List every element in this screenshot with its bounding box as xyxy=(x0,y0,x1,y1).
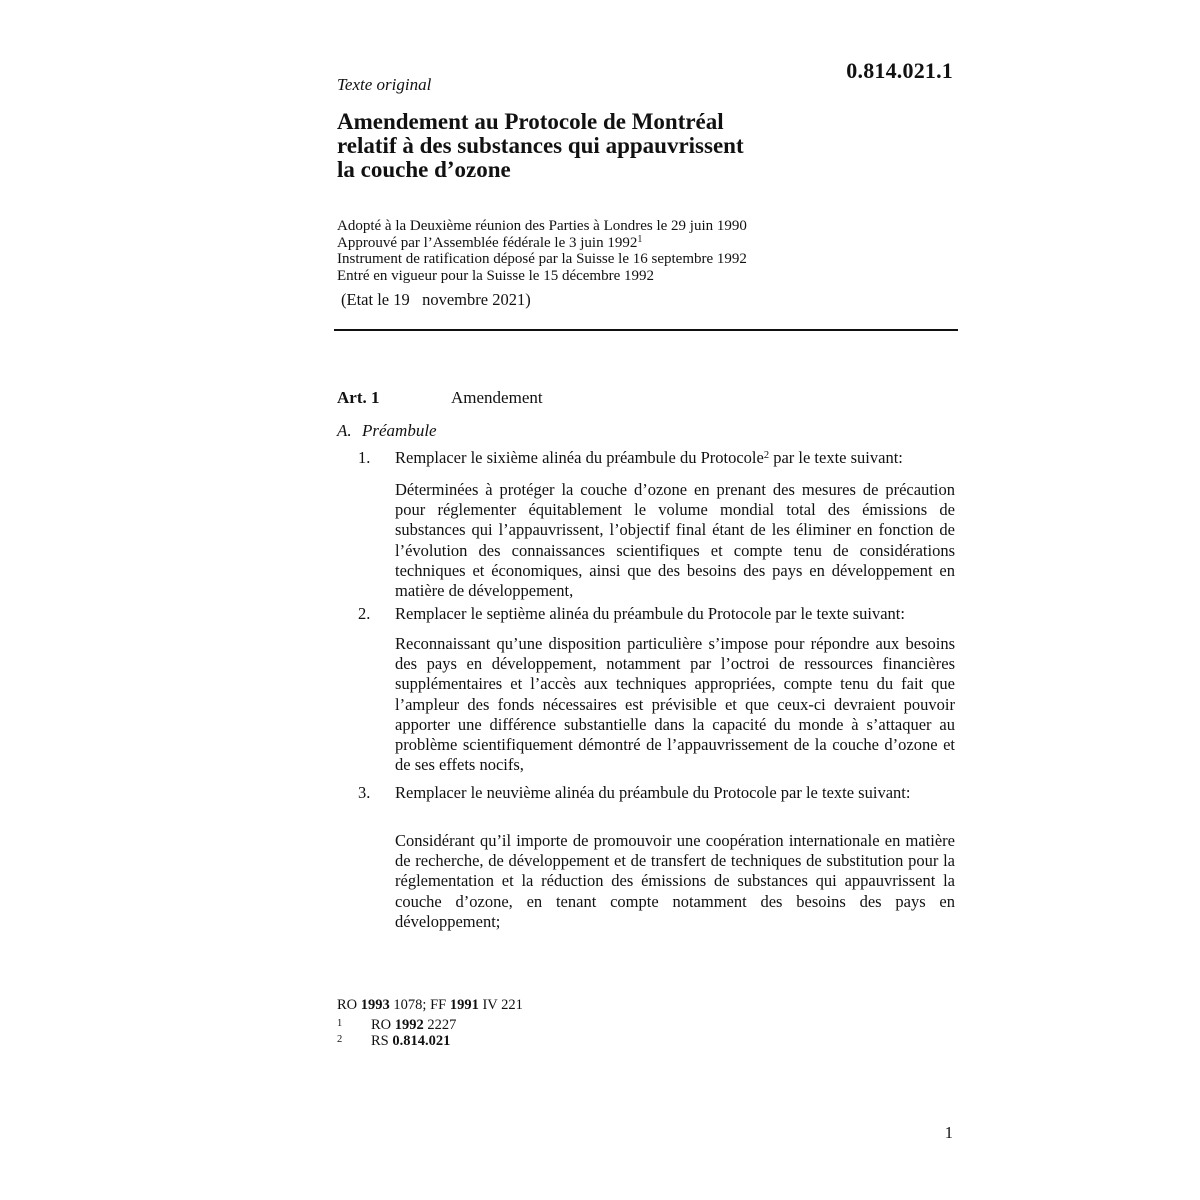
title-line: Amendement au Protocole de Montréal xyxy=(337,109,724,134)
ratification-date: Instrument de ratification déposé par la Suisse le 16 septembre 1992 xyxy=(337,251,747,267)
item-number: 2. xyxy=(358,604,371,623)
ro-label: RO xyxy=(337,997,358,1013)
source-footnote xyxy=(337,997,523,1014)
title-line: relatif à des substances qui appauvrissent xyxy=(337,133,744,158)
texte-original-label: Texte original xyxy=(337,75,432,94)
item-number: 3. xyxy=(358,783,371,802)
page-number: 1 xyxy=(944,1123,953,1142)
instruction-text: par le texte suivant: xyxy=(769,448,903,467)
header-divider xyxy=(334,329,958,331)
article-number: Art. 1 xyxy=(337,388,380,407)
footnote-1 xyxy=(371,1017,456,1034)
section-letter: A. xyxy=(337,421,352,440)
etat-date: (Etat le 19 novembre 2021) xyxy=(341,290,531,309)
item-instruction: Remplacer le neuvième alinéa du préambule du Protocole par le texte suivant: xyxy=(395,783,911,802)
footnote-bold: 0.814.021 xyxy=(392,1033,451,1049)
item-number: 1. xyxy=(358,448,371,467)
in-force-date: Entré en vigueur pour la Suisse le 15 décembre 1992 xyxy=(337,267,654,284)
section-title: Préambule xyxy=(362,421,437,440)
footnote-2 xyxy=(371,1033,450,1050)
ff-ref: IV 221 xyxy=(482,997,523,1013)
approved-date: Approuvé par l’Assemblée fédérale le 3 juin 1992 xyxy=(337,234,638,251)
title-line: la couche d’ozone xyxy=(337,157,511,182)
item-instruction: Remplacer le septième alinéa du préambule du Protocole par le texte suivant: xyxy=(395,604,905,623)
ff-year: 1991 xyxy=(449,997,479,1013)
footnote-mark: 1 xyxy=(337,1018,343,1029)
ff-label: FF xyxy=(430,997,447,1013)
instruction-text: Remplacer le sixième alinéa du préambule du Protocole xyxy=(395,448,764,467)
approved-line xyxy=(337,235,747,252)
ro-page: 1078; xyxy=(393,997,427,1013)
footnote-rest: 2227 xyxy=(427,1017,457,1033)
footnote-ref-1[interactable]: 1 xyxy=(637,233,643,245)
document-title xyxy=(337,110,797,182)
section-heading xyxy=(337,421,437,441)
adopted-date: Adopté à la Deuxième réunion des Parties à Londres le 29 juin 1990 xyxy=(337,218,747,234)
adoption-dates xyxy=(337,218,747,284)
sr-number: 0.814.021.1 xyxy=(846,58,953,83)
ro-year: 1993 xyxy=(360,997,390,1013)
item-instruction xyxy=(395,448,955,468)
item-text: Reconnaissant qu’une disposition particulière s’impose pour répondre aux besoins des pays en développement, notamment par l’octroi de ressources financières supplémentaires et l’accès aux techniques appropriées, compte tenu du fait que l’ampleur des fonds nécessaires est prévisible et que ceux-ci devraient pouvoir apporter une différence substantielle dans la capacité du monde à s’attaquer au problème scientifiquement démontré de l’appauvrissement de la couche d’ozone et de ses effets nocifs, xyxy=(395,634,955,775)
footnote-label: RS xyxy=(371,1033,389,1049)
article-title: Amendement xyxy=(451,388,543,407)
footnote-bold: 1992 xyxy=(394,1017,424,1033)
footnote-label: RO xyxy=(371,1017,392,1033)
footnote-ref-2[interactable]: 2 xyxy=(763,450,770,461)
footnote-mark: 2 xyxy=(337,1034,343,1045)
item-text: Considérant qu’il importe de promouvoir une coopération internationale en matière de recherche, de développement et de transfert de techniques de substitution pour la réglementation et la réduction des émissions de substances qui appauvrissent la couche d’ozone, en tenant compte notamment des besoins des pays en développement; xyxy=(395,831,955,931)
item-text: Déterminées à protéger la couche d’ozone en prenant des mesures de précaution pour réglementer équitablement le volume mondial total des émissions de substances qui l’appauvrissent, l’objectif final étant de les éliminer en fonction de l’évolution des connaissances scientifiques et compte tenu de considérations techniques et économiques, ainsi que des besoins des pays en développement en matière de développement, xyxy=(395,480,955,601)
